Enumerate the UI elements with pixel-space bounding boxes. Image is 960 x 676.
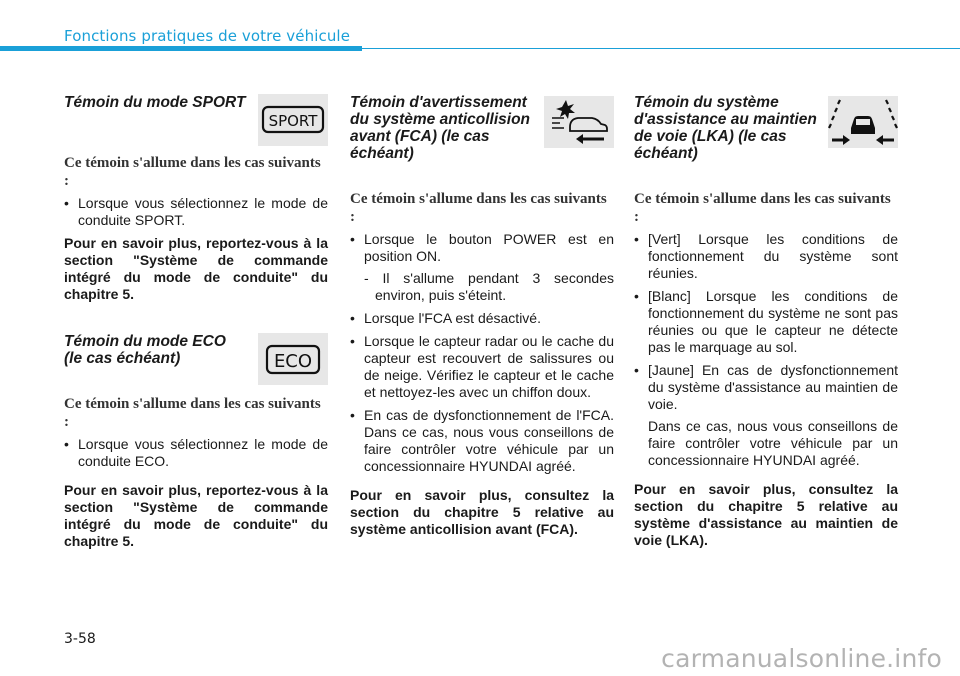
sport-mode-icon xyxy=(258,94,328,146)
list-item xyxy=(350,231,614,304)
page-number: 3-58 xyxy=(64,631,96,647)
chapter-title: Fonctions pratiques de votre véhicule xyxy=(64,27,351,45)
list-item: • Lorsque vous sélectionnez le mode de conduite ECO. xyxy=(64,436,328,470)
header-rule-thin xyxy=(362,48,960,49)
sport-bullet-list xyxy=(64,195,328,229)
header-rule-thick xyxy=(0,46,362,51)
list-item: • Lorsque le capteur radar ou le cache du capteur est recouvert de salissures ou de neige. Vérifiez le capteur et le cache et nettoyez-les avec un chiffon doux. xyxy=(350,333,614,401)
lka-intro: Ce témoin s'allume dans les cas suivants : xyxy=(634,191,891,225)
eco-section-title: Témoin du mode ECO (le cas échéant) xyxy=(64,333,226,367)
lka-bullet-list xyxy=(634,231,898,469)
fca-note: Pour en savoir plus, consultez la section du chapitre 5 relative au système anticollision avant (FCA). xyxy=(350,487,614,537)
list-item: • En cas de dysfonctionnement de l'FCA. Dans ce cas, nous vous conseillons de faire contrôler votre véhicule par un concessionnaire HYUNDAI agréé. xyxy=(350,407,614,475)
lka-note: Pour en savoir plus, consultez la section du chapitre 5 relative au système d'assistance au maintien de voie (LKA). xyxy=(634,481,898,548)
fca-bullet-1: Lorsque le bouton POWER est en position ON. xyxy=(364,231,614,264)
sport-section-header xyxy=(64,94,328,154)
eco-section-header xyxy=(64,333,328,395)
sport-icon-label: SPORT xyxy=(268,112,318,130)
fca-section-header xyxy=(350,94,614,190)
page-header xyxy=(0,0,960,60)
fca-section-title: Témoin d'avertissement du système anticollision avant (FCA) (le cas échéant) xyxy=(350,94,531,162)
eco-intro: Ce témoin s'allume dans les cas suivants : xyxy=(64,396,321,430)
sport-section-title: Témoin du mode SPORT xyxy=(64,94,246,111)
sport-note: Pour en savoir plus, reportez-vous à la section "Système de commande intégré du mode de conduite" du chapitre 5. xyxy=(64,235,328,302)
eco-bullet-list xyxy=(64,436,328,470)
watermark: carmanualsonline.info xyxy=(661,644,942,673)
eco-icon-label: ECO xyxy=(273,351,313,372)
list-item: • Lorsque vous sélectionnez le mode de conduite SPORT. xyxy=(64,195,328,229)
forward-collision-warning-icon xyxy=(544,96,614,148)
list-item: • [Vert] Lorsque les conditions de fonctionnement du système sont réunies. xyxy=(634,231,898,282)
lka-bullet-3-extra: Dans ce cas, nous vous conseillons de faire contrôler votre véhicule par un concessionnaire HYUNDAI agréé. xyxy=(648,418,898,468)
list-item: • Lorsque l'FCA est désactivé. xyxy=(350,310,614,327)
eco-mode-icon xyxy=(258,333,328,385)
column-2 xyxy=(350,94,614,538)
list-item xyxy=(634,362,898,469)
list-item: • [Blanc] Lorsque les conditions de fonctionnement du système ne sont pas réunies ou que le capteur ne détecte pas le marquage au sol. xyxy=(634,288,898,356)
fca-bullet-1-sub: - Il s'allume pendant 3 secondes environ, puis s'éteint. xyxy=(364,270,614,303)
sport-intro: Ce témoin s'allume dans les cas suivants : xyxy=(64,155,321,189)
lane-keeping-assist-icon xyxy=(828,96,898,148)
lka-section-title: Témoin du système d'assistance au maintien de voie (LKA) (le cas échéant) xyxy=(634,94,817,162)
column-1 xyxy=(64,94,328,550)
eco-note: Pour en savoir plus, reportez-vous à la section "Système de commande intégré du mode de conduite" du chapitre 5. xyxy=(64,482,328,549)
fca-intro: Ce témoin s'allume dans les cas suivants : xyxy=(350,191,607,225)
fca-bullet-list xyxy=(350,231,614,475)
column-3 xyxy=(634,94,898,549)
lka-section-header xyxy=(634,94,898,190)
lka-bullet-3: [Jaune] En cas de dysfonctionnement du système d'assistance au maintien de voie. xyxy=(648,362,898,412)
